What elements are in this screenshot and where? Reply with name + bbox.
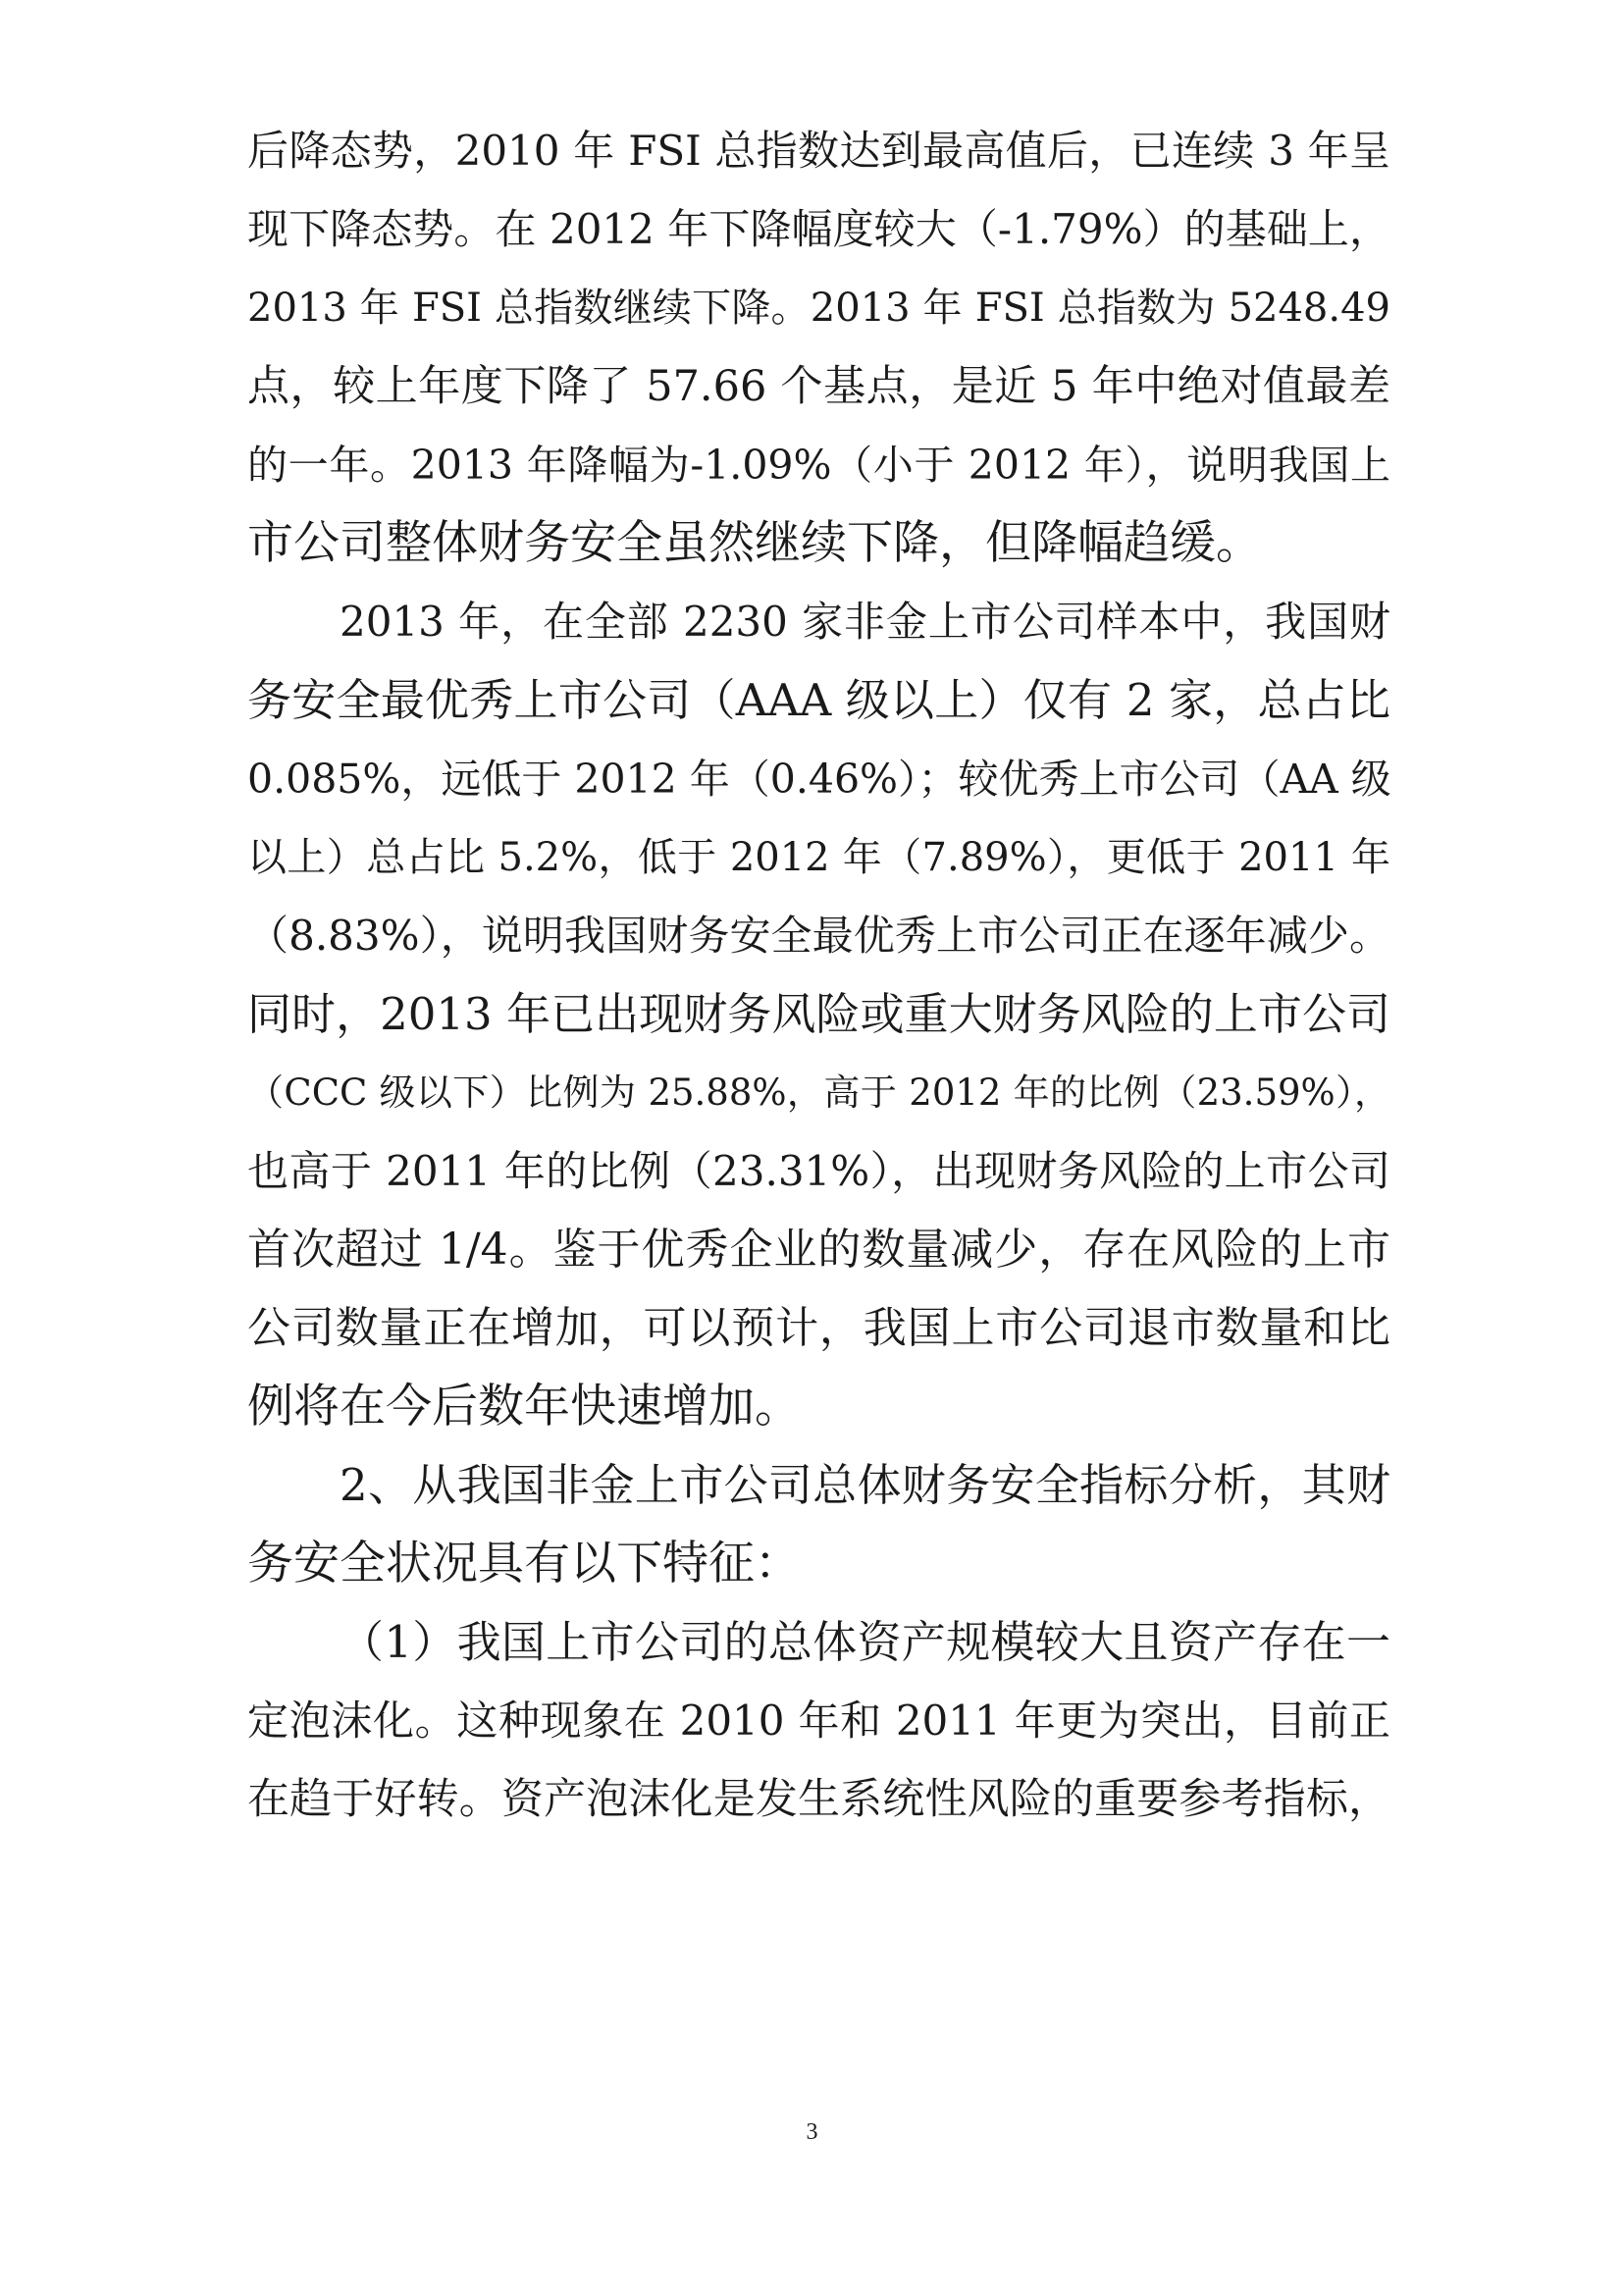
text-line-13: （CCC 级以下）比例为 25.88%，高于 2012 年的比例（23.59%），: [247, 1071, 1390, 1114]
text-line-6: 市公司整体财务安全虽然继续下降，但降幅趋缓。: [247, 516, 1262, 570]
text-line-7: 2013 年，在全部 2230 家非金上市公司样本中，我国财: [340, 598, 1390, 646]
text-line-19: 务安全状况具有以下特征：: [247, 1537, 801, 1591]
text-line-18: 2、从我国非金上市公司总体财务安全指标分析，其财: [340, 1459, 1390, 1511]
text-line-12: 同时，2013 年已出现财务风险或重大财务风险的上市公司: [247, 988, 1390, 1040]
page-number: 3: [806, 2119, 818, 2145]
text-line-10: 以上）总占比 5.2%，低于 2012 年（7.89%），更低于 2011 年: [247, 835, 1390, 880]
text-line-11: （8.83%），说明我国财务安全最优秀上市公司正在逐年减少。: [247, 912, 1390, 960]
text-line-5: 的一年。2013 年降幅为-1.09%（小于 2012 年），说明我国上: [247, 442, 1390, 489]
text-line-21: 定泡沫化。这种现象在 2010 年和 2011 年更为突出，目前正: [247, 1696, 1390, 1745]
text-line-16: 公司数量正在增加，可以预计，我国上市公司退市数量和比: [247, 1303, 1390, 1353]
text-line-4: 点，较上年度下降了 57.66 个基点，是近 5 年中绝对值最差: [247, 362, 1390, 411]
text-line-15: 首次超过 1/4。鉴于优秀企业的数量减少，存在风险的上市: [247, 1225, 1390, 1275]
text-line-1: 后降态势，2010 年 FSI 总指数达到最高值后，已连续 3 年呈: [247, 127, 1390, 175]
text-line-22: 在趋于好转。资产泡沫化是发生系统性风险的重要参考指标，: [247, 1775, 1390, 1824]
text-line-8: 务安全最优秀上市公司（AAA 级以上）仅有 2 家，总占比: [247, 674, 1390, 726]
text-line-20: （1）我国上市公司的总体资产规模较大且资产存在一: [340, 1616, 1390, 1668]
text-line-17: 例将在今后数年快速增加。: [247, 1380, 801, 1434]
text-line-9: 0.085%，远低于 2012 年（0.46%）；较优秀上市公司（AA 级: [247, 756, 1391, 803]
text-line-2: 现下降态势。在 2012 年下降幅度较大（-1.79%）的基础上，: [247, 205, 1390, 253]
text-line-3: 2013 年 FSI 总指数继续下降。2013 年 FSI 总指数为 5248.49: [247, 286, 1390, 331]
text-line-14: 也高于 2011 年的比例（23.31%），出现财务风险的上市公司: [247, 1147, 1390, 1195]
